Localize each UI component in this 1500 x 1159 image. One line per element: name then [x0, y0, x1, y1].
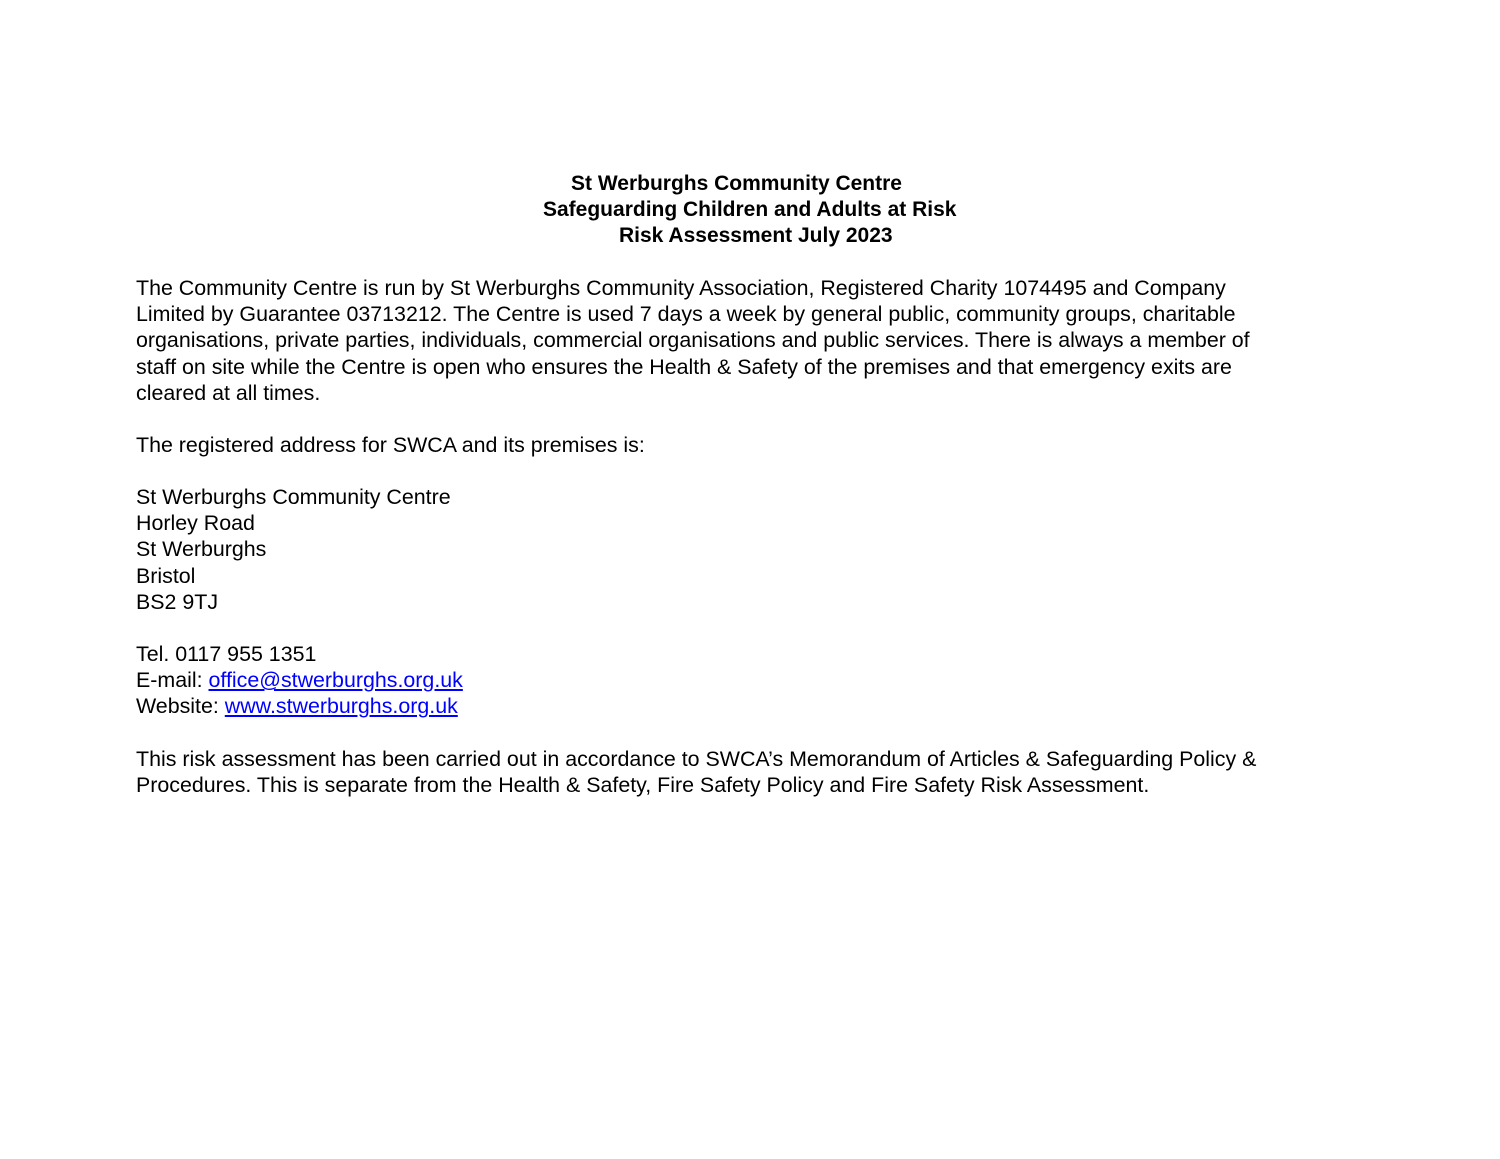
title-organisation: St Werburghs Community Centre — [571, 172, 902, 195]
document-title-block — [0, 171, 1500, 249]
title-assessment-date: Risk Assessment July 2023 — [619, 224, 893, 247]
address-line: St Werburghs Community Centre — [136, 485, 451, 509]
address-line: St Werburghs — [136, 537, 267, 562]
intro-line: The Community Centre is run by St Werburghs Community Association, Registered Charity 1074495 and Company — [136, 276, 1226, 300]
website-label: Website: — [136, 694, 225, 719]
email-row — [136, 667, 1366, 693]
address-line: Bristol — [136, 563, 196, 588]
closing-paragraph — [136, 746, 1366, 798]
contact-block — [136, 641, 1366, 720]
email-label: E-mail: — [136, 668, 209, 693]
intro-line: Limited by Guarantee 03713212. The Centre is used 7 days a week by general public, community groups, charitable — [136, 302, 1236, 327]
intro-line: staff on site while the Centre is open who ensures the Health & Safety of the premises and that emergency exits are — [136, 354, 1232, 379]
email-link[interactable]: office@stwerburghs.org.uk — [208, 668, 463, 693]
telephone: Tel. 0117 955 1351 — [136, 642, 317, 666]
address-intro: The registered address for SWCA and its premises is: — [136, 433, 645, 457]
intro-paragraph — [136, 275, 1366, 406]
title-subject: Safeguarding Children and Adults at Risk — [543, 198, 957, 221]
closing-line: Procedures. This is separate from the Health & Safety, Fire Safety Policy and Fire Safety Risk Assessment. — [136, 773, 1150, 798]
address-line: Horley Road — [136, 511, 255, 536]
website-row — [136, 693, 1366, 719]
intro-line: organisations, private parties, individuals, commercial organisations and public services. There is always a member of — [136, 328, 1250, 353]
website-link[interactable]: www.stwerburghs.org.uk — [224, 694, 458, 719]
intro-line: cleared at all times. — [136, 380, 321, 405]
address-block — [136, 484, 1366, 615]
closing-line: This risk assessment has been carried out in accordance to SWCA’s Memorandum of Articles & Safeguarding Policy & — [136, 747, 1257, 771]
address-line: BS2 9TJ — [136, 589, 219, 614]
